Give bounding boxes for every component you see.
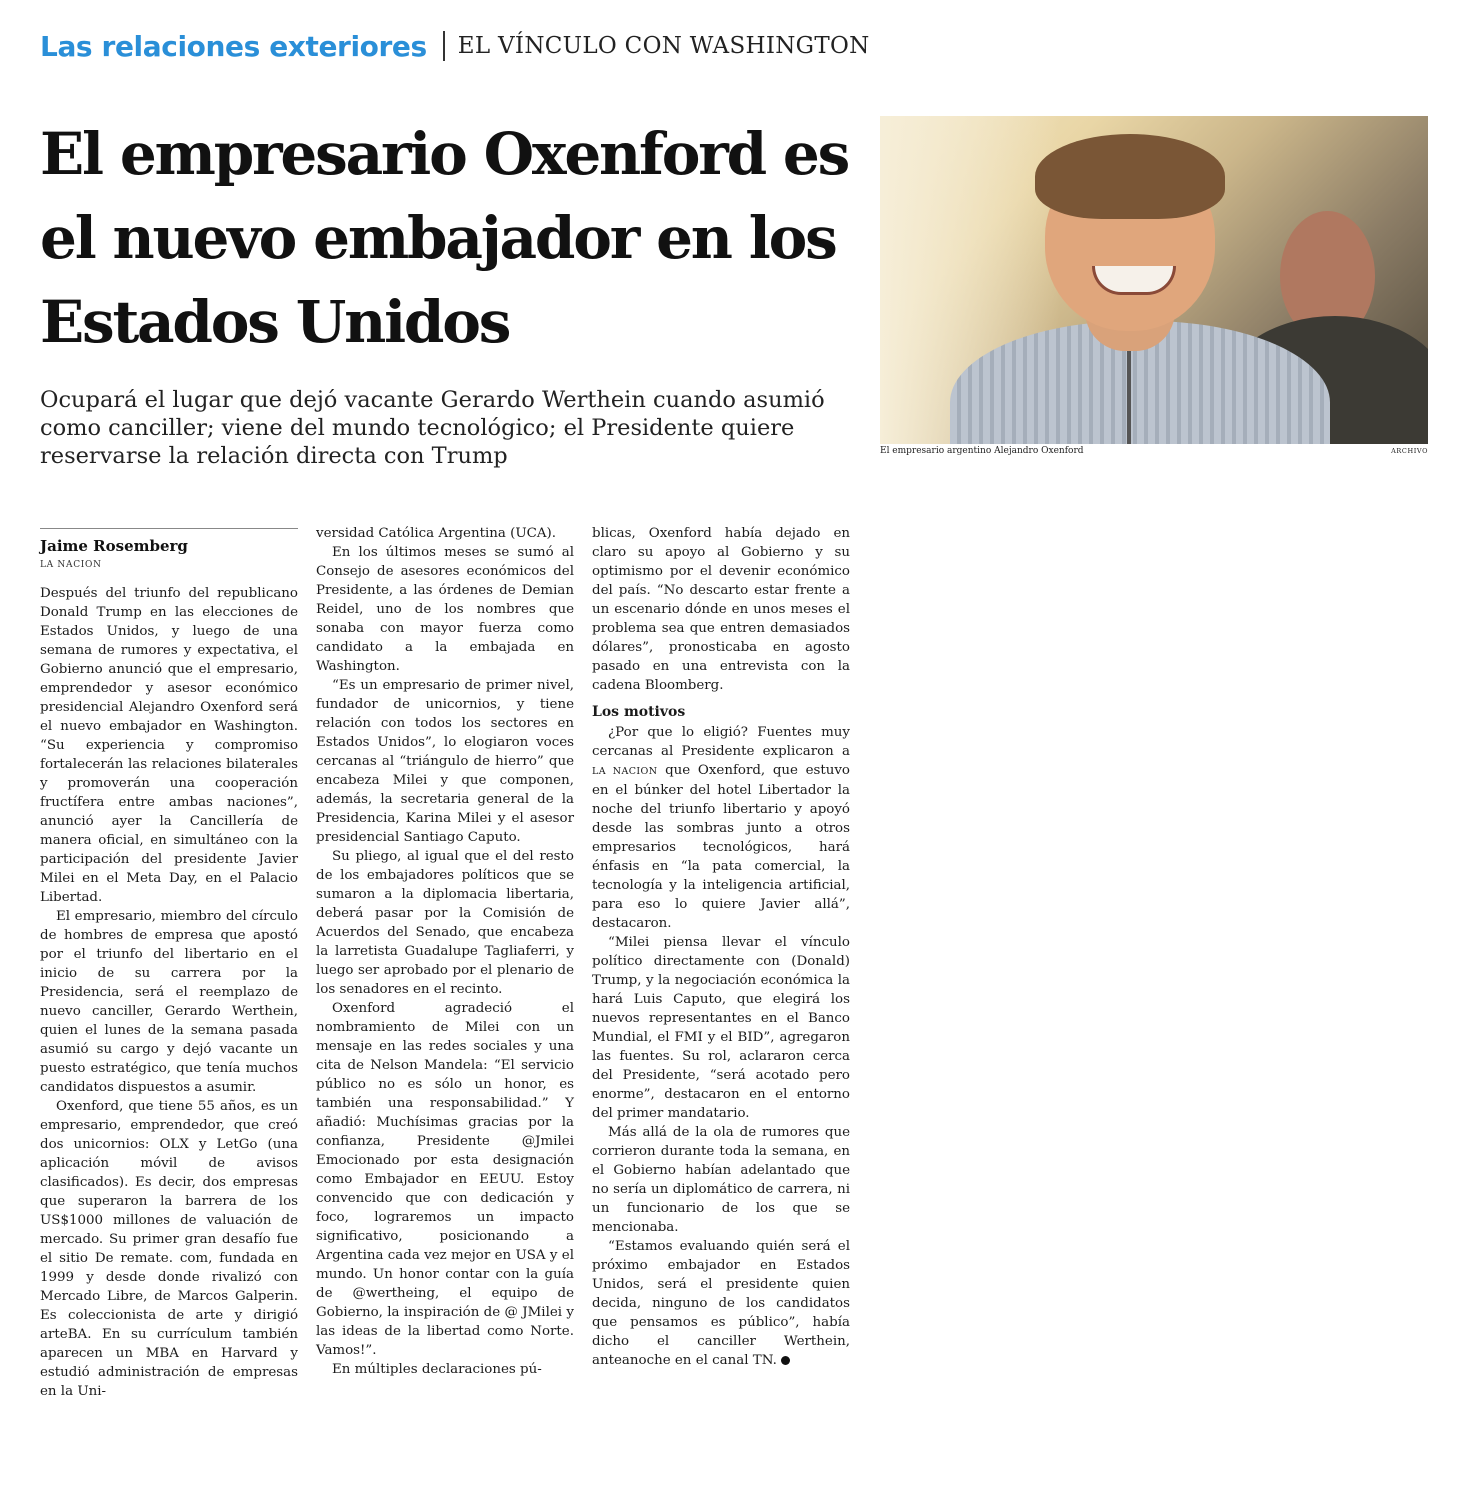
paragraph-part: que Oxenford, que estuvo en el búnker del hotel Libertador la noche del triunfo libertario y apoyó desde las sombras junto a otros empresarios tecnológicos, hará énfasis en “la pata comercial, la tecnología y la inteligencia artificial, para eso lo quiere Javier allá”, destacaron.	[592, 763, 850, 931]
photo-caption	[880, 446, 1428, 460]
end-of-article-bullet-icon	[781, 1356, 790, 1365]
paragraph	[592, 723, 850, 933]
paragraph: Su pliego, al igual que el del resto de los embajadores políticos que se sumaron a la diplomacia libertaria, deberá pasar por la Comisión de Acuerdos del Senado, que encabeza la larretista Guadalupe Tagliaferri, y luego ser aprobado por el plenario de los senadores en el recinto.	[316, 849, 574, 997]
paragraph-part: ¿Por que lo eligió? Fuentes muy cercanas al Presidente explicaron a	[592, 725, 850, 759]
byline-rule	[40, 528, 298, 529]
caption-text: El empresario argentino Alejandro Oxenford	[880, 446, 1084, 456]
deck: Ocupará el lugar que dejó vacante Gerardo Werthein cuando asumió como canciller; viene del mundo tecnológico; el Presidente quiere reservarse la relación directa con Trump	[40, 387, 825, 469]
paragraph: En los últimos meses se sumó al Consejo de asesores económicos del Presidente, a las órdenes de Demian Reidel, uno de los nombres que sonaba con mayor fuerza como candidato a la embajada en Washington.	[316, 545, 574, 674]
paragraph	[592, 1237, 850, 1370]
photo-zipper	[1127, 348, 1131, 444]
paragraph: versidad Católica Argentina (UCA).	[316, 526, 557, 541]
paragraph: “Es un empresario de primer nivel, fundador de unicornios, y tiene relación con todos los sectores en Estados Unidos”, lo elogiaron voces cercanas al “triángulo de hierro” que encabeza Milei y que componen, además, la secretaria general de la Presidencia, Karina Milei y el asesor presidencial Santiago Caputo.	[316, 678, 574, 845]
column-3	[592, 524, 850, 1370]
byline: Jaime Rosemberg	[40, 537, 188, 555]
section-divider	[443, 31, 445, 61]
paragraph: El empresario, miembro del círculo de hombres de empresa que apostó por el triunfo del libertario en el inicio de su carrera por la Presidencia, será el reemplazo de nuevo canciller, Gerardo Werthein, quien el lunes de la semana pasada asumió su cargo y dejó vacante un puesto estratégico, que tenía muchos candidatos dispuestos a asumir.	[40, 909, 298, 1095]
paragraph: Más allá de la ola de rumores que corrieron durante toda la semana, en el Gobierno habían adelantado que no sería un diplomático de carrera, ni un funcionario de los que se mencionaba.	[592, 1125, 850, 1235]
column-2	[316, 524, 574, 1379]
photo-hair	[1035, 134, 1225, 219]
portrait-photo	[880, 116, 1428, 444]
paragraph: Oxenford agradeció el nombramiento de Milei con un mensaje en las redes sociales y una cita de Nelson Mandela: “El servicio público no es sólo un honor, es también una responsabilidad.” Y añadió: Muchísimas gracias por la confianza, Presidente @Jmilei Emocionado por esta designación como Embajador en EEUU. Estoy convencido que con dedicación y foco, lograremos un impacto significativo, posicionando a Argentina cada vez mejor en USA y el mundo. Un honor contar con la guía de @wertheing, el equipo de Gobierno, la inspiración de @ JMilei y las ideas de la libertad como Norte. Vamos!”.	[316, 1001, 574, 1358]
paragraph: Oxenford, que tiene 55 años, es un empresario, emprendedor, que creó dos unicornios: OLX y LetGo (una aplicación móvil de avisos clasificados). Es decir, dos empresas que superaron la barrera de los US$1000 millones de valuación de mercado. Su primer gran desafío fue el sitio De remate. com, fundada en 1999 y desde donde rivalizó con Mercado Libre, de Marcos Galperin. Es coleccionista de arte y dirigió arteBA. En su currículum también aparecen un MBA en Harvard y estudió administración de empresas en la Uni-	[40, 1099, 298, 1399]
headline: El empresario Oxenford es el nuevo embajador en los Estados Unidos	[40, 120, 849, 356]
photo-credit: ARCHIVO	[1391, 447, 1428, 455]
paragraph: blicas, Oxenford había dejado en claro su apoyo al Gobierno y su optimismo por el devenir económico del país. “No descarto estar frente a un escenario dónde en unos meses el problema sea que entren demasiados dólares”, pronosticaba en agosto pasado en una entrevista con la cadena Bloomberg.	[592, 526, 850, 693]
subsection-name: EL VÍNCULO CON WASHINGTON	[457, 33, 870, 59]
paragraph: Después del triunfo del republicano Donald Trump en las elecciones de Estados Unidos, y luego de una semana de rumores y expectativa, el Gobierno anunció que el empresario, emprendedor y asesor económico presidencial Alejandro Oxenford será el nuevo embajador en Washington. “Su experiencia y compromiso fortalecerán las relaciones bilaterales y promoverán una cooperación fructífera entre ambas naciones”, anunció ayer la Cancillería de manera oficial, en simultáneo con la participación del presidente Javier Milei en el Meta Day, en el Palacio Libertad.	[40, 586, 298, 905]
inline-outlet: LA NACION	[592, 766, 658, 777]
paragraph-part: “Estamos evaluando quién será el próximo embajador en Estados Unidos, será el presidente quien decida, ninguno de los candidatos que pensamos es público”, había dicho el canciller Werthein, anteanoche en el canal TN.	[592, 1239, 850, 1368]
section-header	[40, 22, 1000, 70]
section-name: Las relaciones exteriores	[40, 29, 427, 63]
byline-outlet: LA NACION	[40, 560, 102, 570]
subhead: Los motivos	[592, 704, 686, 720]
paragraph: “Milei piensa llevar el vínculo político directamente con (Donald) Trump, y la negociación económica la hará Luis Caputo, que elegirá los nuevos representantes en el Banco Mundial, el FMI y el BID”, agregaron las fuentes. Su rol, aclararon cerca del Presidente, “será acotado pero enorme”, destacaron en el entorno del primer mandatario.	[592, 935, 850, 1121]
column-1	[40, 584, 298, 1401]
paragraph: En múltiples declaraciones pú-	[332, 1362, 542, 1377]
